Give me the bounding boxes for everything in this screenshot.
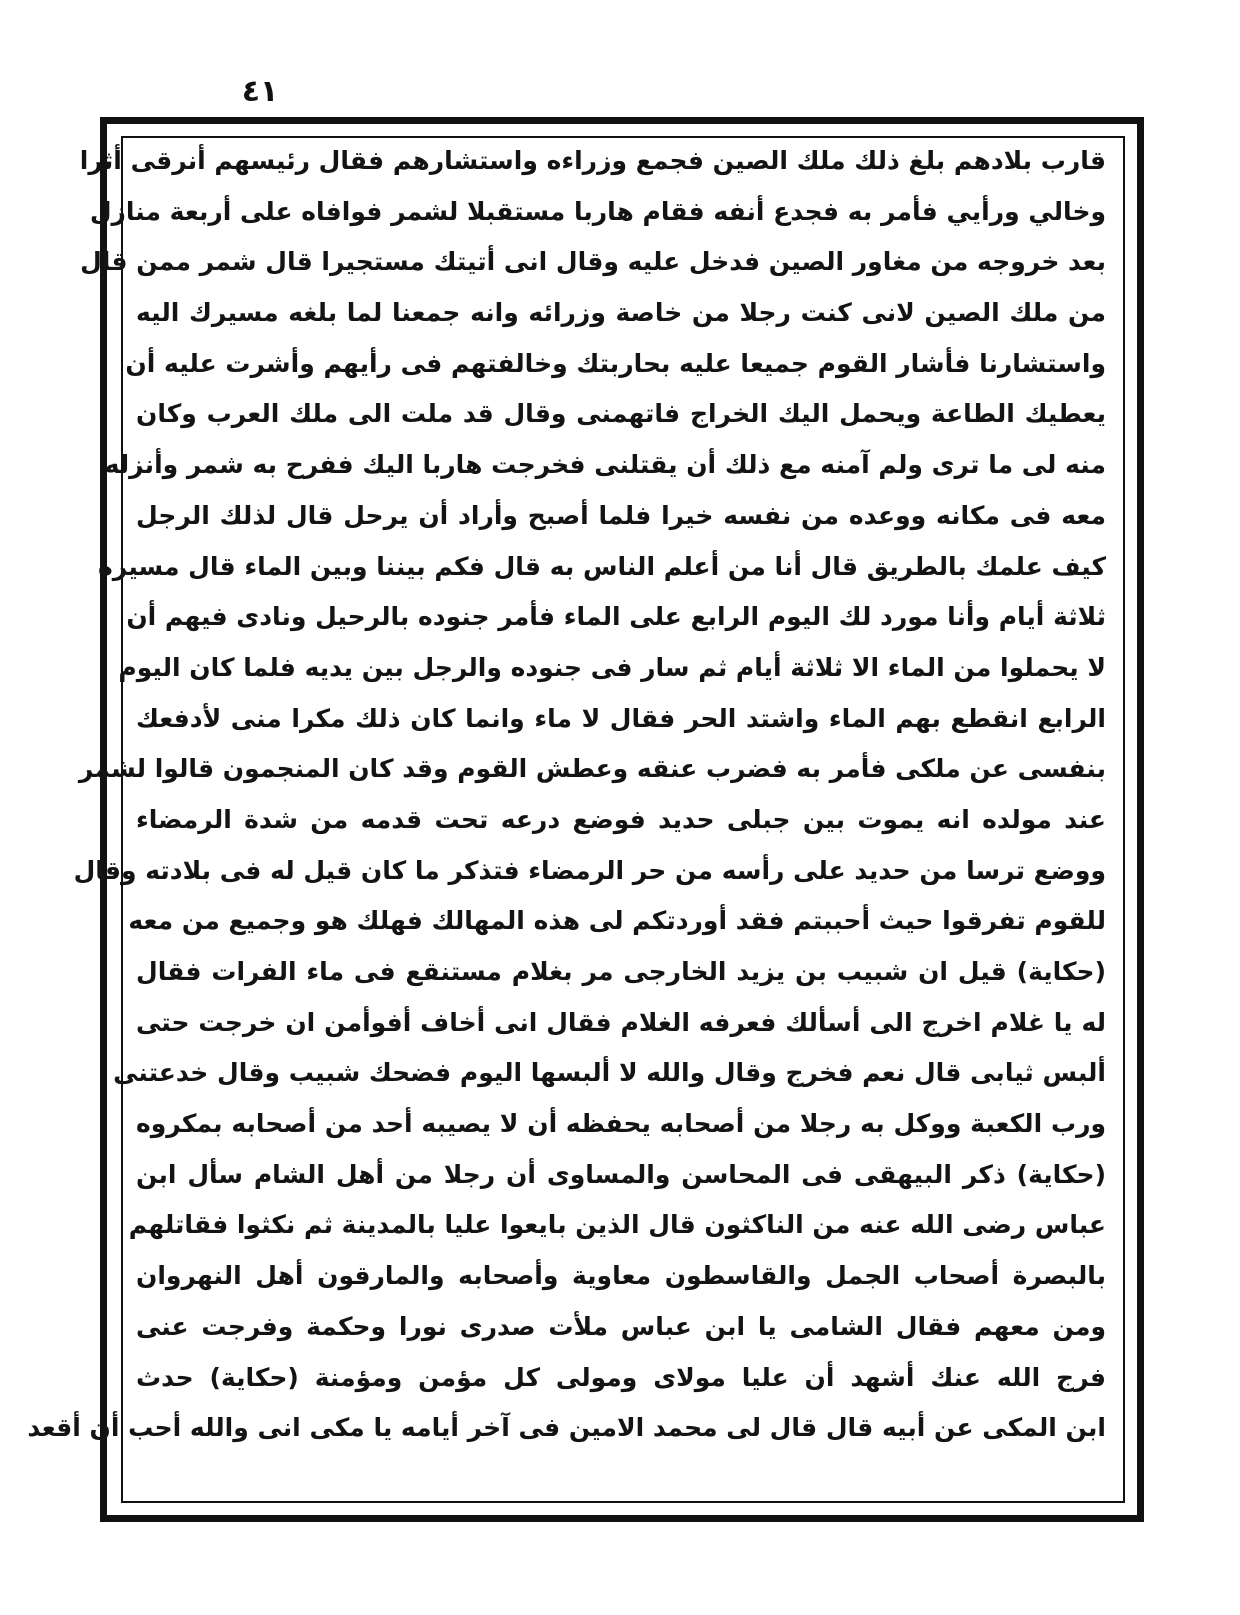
text-line: (حكاية) ذكر البيهقى فى المحاسن والمساوى أن رجلا من أهل الشام سأل ابن — [136, 1159, 1106, 1189]
text-line: الرابع انقطع بهم الماء واشتد الحر فقال لا ماء وانما كان ذلك مكرا منى لأدفعك — [136, 703, 1106, 733]
text-line: بنفسى عن ملكى فأمر به فضرب عنقه وعطش القوم وقد كان المنجمون قالوا لشمر — [78, 754, 1106, 784]
text-line: له يا غلام اخرج الى أسألك فعرفه الغلام فقال انى أخاف أفوأمن ان خرجت حتى — [136, 1007, 1106, 1037]
text-line: من ملك الصين لانى كنت رجلا من خاصة وزرائه وانه جمعنا لما بلغه مسيرك اليه — [136, 298, 1106, 328]
text-line: منه لى ما ترى ولم آمنه مع ذلك أن يقتلنى فخرجت هاربا اليك ففرح به شمر وأنزله — [104, 450, 1106, 480]
page-number: ٤١ — [241, 74, 279, 109]
text-line: ووضع ترسا من حديد على رأسه من حر الرمضاء فتذكر ما كان قيل له فى بلادته وقال — [73, 855, 1106, 885]
text-line: ومن معهم فقال الشامى يا ابن عباس ملأت صدرى نورا وحكمة وفرجت عنى — [136, 1311, 1106, 1341]
text-line: ورب الكعبة ووكل به رجلا من أصحابه يحفظه أن لا يصيبه أحد من أصحابه بمكروه — [136, 1109, 1106, 1139]
text-line: لا يحملوا من الماء الا ثلاثة أيام ثم سار فى جنوده والرجل بين يديه فلما كان اليوم — [118, 652, 1106, 682]
text-line: (حكاية) قيل ان شبيب بن يزيد الخارجى مر بغلام مستنقع فى ماء الفرات فقال — [136, 957, 1106, 986]
text-line: كيف علمك بالطريق قال أنا من أعلم الناس به قال فكم بيننا وبين الماء قال مسيرة — [98, 551, 1106, 581]
text-line: وخالي ورأيي فأمر به فجدع أنفه فقام هاربا مستقبلا لشمر فوافاه على أربعة منازل — [89, 196, 1106, 226]
text-line: بالبصرة أصحاب الجمل والقاسطون معاوية وأصحابه والمارقون أهل النهروان — [136, 1261, 1106, 1291]
text-line: للقوم تفرقوا حيث أحببتم فقد أوردتكم لى هذه المهالك فهلك هو وجميع من معه — [128, 906, 1106, 936]
text-line: قارب بلادهم بلغ ذلك ملك الصين فجمع وزراءه واستشارهم فقال رئيسهم أنرقى أثرا — [79, 146, 1106, 175]
text-line: واستشارنا فأشار القوم جميعا عليه بحاربتك وخالفتهم فى رأيهم وأشرت عليه أن — [125, 348, 1106, 378]
text-line: ثلاثة أيام وأنا مورد لك اليوم الرابع على الماء فأمر جنوده بالرحيل ونادى فيهم أن — [126, 602, 1106, 632]
text-line: ألبس ثيابى قال نعم فخرج وقال والله لا ألبسها اليوم فضحك شبيب وقال خدعتنى — [113, 1058, 1106, 1088]
text-body — [27, 136, 1106, 1506]
text-line: عند مولده انه يموت بين جبلى حديد فوضع درعه تحت قدمه من شدة الرمضاء — [136, 804, 1106, 834]
text-line: ابن المكى عن أبيه قال قال لى محمد الامين فى آخر أيامه يا مكى انى والله أحب أن أقعد — [27, 1413, 1106, 1443]
text-line: معه فى مكانه ووعده من نفسه خيرا فلما أصبح وأراد أن يرحل قال لذلك الرجل — [136, 500, 1106, 530]
text-line: يعطيك الطاعة ويحمل اليك الخراج فاتهمنى وقال قد ملت الى ملك العرب وكان — [136, 399, 1106, 429]
text-line: فرج الله عنك أشهد أن عليا مولاى ومولى كل مؤمن ومؤمنة (حكاية) حدث — [136, 1362, 1106, 1392]
text-line: بعد خروجه من مغاور الصين فدخل عليه وقال انى أتيتك مستجيرا قال شمر ممن قال — [80, 247, 1106, 277]
text-line: عباس رضى الله عنه من الناكثون قال الذين بايعوا عليا بالمدينة ثم نكثوا فقاتلهم — [128, 1210, 1106, 1240]
